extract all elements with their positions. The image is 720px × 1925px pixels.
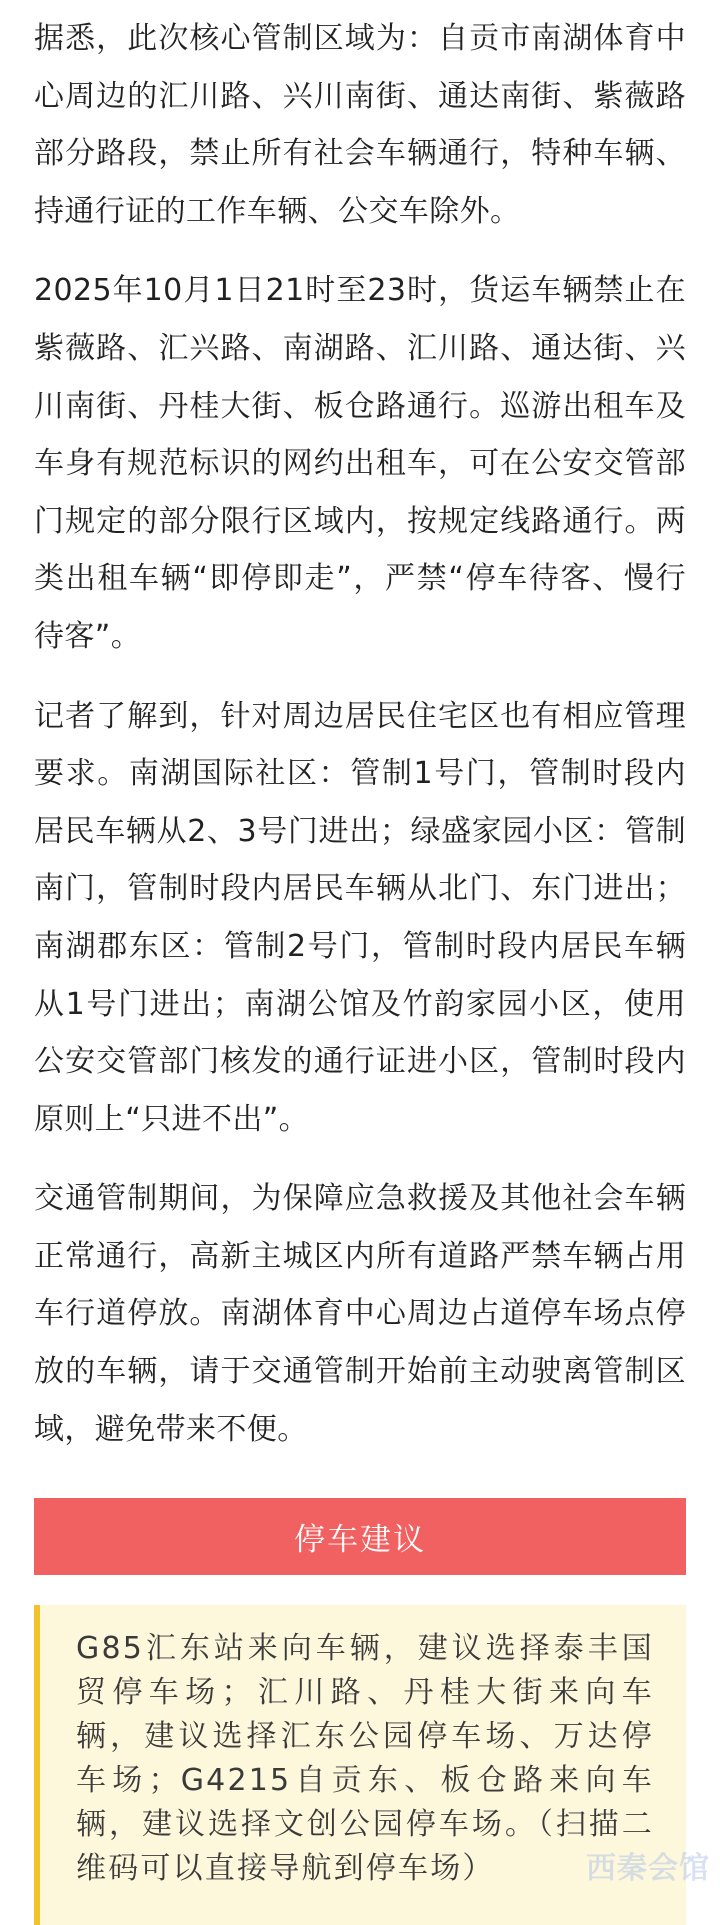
paragraph-parking-ban: 交通管制期间，为保障应急救援及其他社会车辆正常通行，高新主城区内所有道路严禁车辆占用车行道停放。南湖体育中心周边占道停车场点停放的车辆，请于交通管制开始前主动驶离管制区域，避免带来不便。: [34, 1181, 686, 1447]
watermark-logo: [586, 1843, 710, 1887]
paragraph-freight-taxi: 2025年10月1日21时至23时，货运车辆禁止在紫薇路、汇兴路、南湖路、汇川路、通达街、兴川南街、丹桂大街、板仓路通行。巡游出租车及车身有规范标识的网约出租车，可在公安交管部门规定的部分限行区域内，按规定线路通行。两类出租车辆“即停即走”，严禁“停车待客、慢行待客”。: [34, 273, 686, 654]
section-title: 停车建议: [294, 1522, 426, 1559]
parking-tip-text: G85汇东站来向车辆，建议选择泰丰国贸停车场；汇川路、丹桂大街来向车辆，建议选择汇东公园停车场、万达停车场；G4215自贡东、板仓路来向车辆，建议选择文创公园停车场。（扫描二维码可以直接导航到停车场）: [76, 1631, 654, 1887]
article-body: [0, 10, 720, 1925]
watermark-text: 西秦会馆: [586, 1851, 710, 1886]
paragraph-control-zone: 据悉，此次核心管制区域为：自贡市南湖体育中心周边的汇川路、兴川南街、通达南街、紫薇路部分路段，禁止所有社会车辆通行，特种车辆、持通行证的工作车辆、公交车除外。: [34, 21, 686, 229]
section-header-parking-advice: [34, 1498, 686, 1575]
paragraph-residential: 记者了解到，针对周边居民住宅区也有相应管理要求。南湖国际社区：管制1号门，管制时段内居民车辆从2、3号门进出；绿盛家园小区：管制南门，管制时段内居民车辆从北门、东门进出；南湖郡东区：管制2号门，管制时段内居民车辆从1号门进出；南湖公馆及竹韵家园小区，使用公安交管部门核发的通行证进小区，管制时段内原则上“只进不出”。: [34, 698, 686, 1137]
